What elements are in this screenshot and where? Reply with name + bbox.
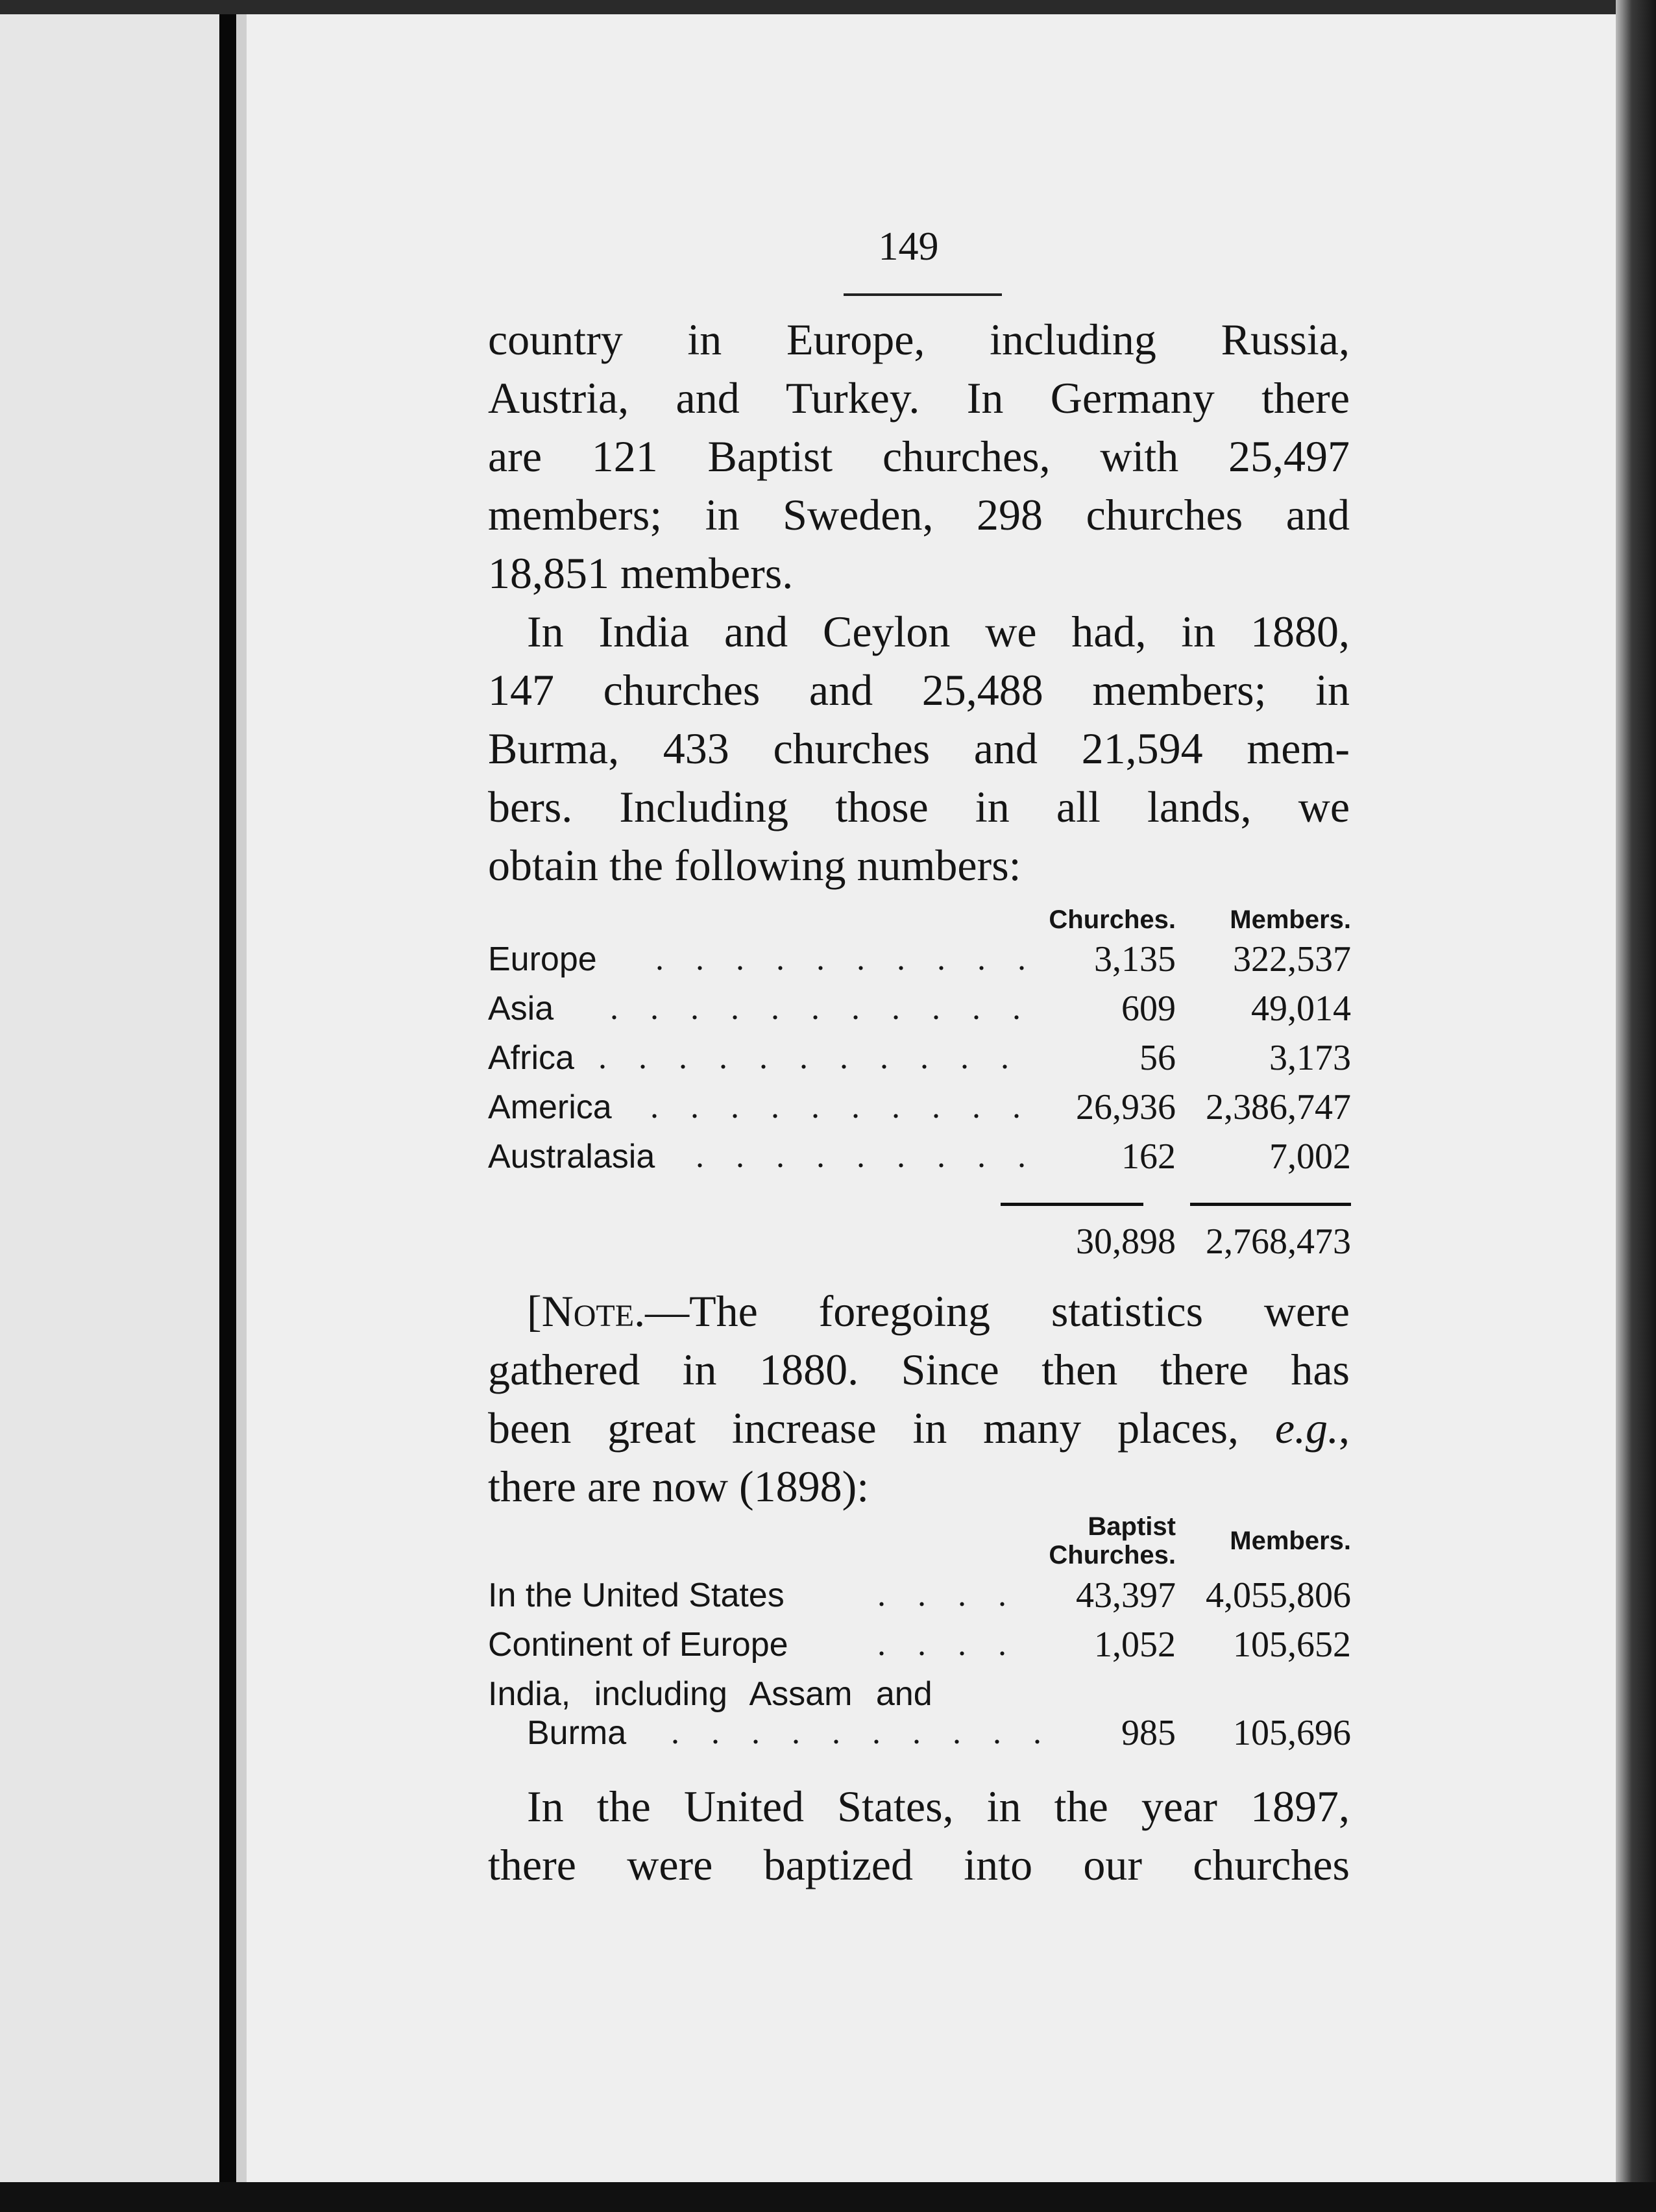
column-header-baptist: Baptist — [1088, 1512, 1176, 1541]
note-label: Note. — [541, 1286, 646, 1336]
text-line: 147 churches and 25,488 members; in — [488, 665, 1350, 715]
table-row — [488, 1033, 1351, 1083]
churches-value: 26,936 — [1076, 1087, 1176, 1127]
row-label: Africa — [488, 1039, 574, 1077]
leader-dots: . . . . . . . . . . — [655, 940, 1038, 977]
leader-dots: . . . . . . . . . . — [650, 1088, 1032, 1125]
note-text: been great increase in many places, — [488, 1403, 1239, 1453]
leader-dots: . . . . — [877, 1577, 1018, 1614]
members-value: 2,386,747 — [1206, 1087, 1351, 1127]
page-gutter — [236, 0, 247, 2212]
row-label: America — [488, 1088, 612, 1126]
paragraph-continuation — [488, 310, 1350, 602]
total-members: 2,768,473 — [1206, 1222, 1351, 1262]
members-value: 105,652 — [1233, 1625, 1351, 1665]
churches-value: 985 — [1121, 1713, 1176, 1753]
note-text: , — [1339, 1403, 1350, 1453]
table-row — [488, 935, 1351, 984]
row-label: Europe — [488, 940, 597, 978]
table-row — [488, 1620, 1351, 1669]
table-row — [488, 1083, 1351, 1132]
row-label: Burma — [527, 1714, 627, 1752]
text-line: there are now (1898): — [488, 1462, 870, 1511]
note-paragraph — [488, 1282, 1350, 1516]
text-line: In the United States, in the year 1897, — [527, 1782, 1350, 1831]
leader-dots: . . . . . . . . . — [696, 1138, 1038, 1175]
members-value: 3,173 — [1269, 1038, 1351, 1078]
members-value: 7,002 — [1269, 1137, 1351, 1177]
text-line — [488, 1399, 1350, 1457]
note-eg: e.g. — [1274, 1403, 1339, 1453]
members-value: 49,014 — [1251, 989, 1351, 1029]
header-rule — [844, 293, 1002, 296]
churches-value: 3,135 — [1094, 939, 1176, 979]
text-line: obtain the following numbers: — [488, 841, 1021, 890]
statistics-table-1898 — [488, 1512, 1351, 1772]
book-spine-shadow — [219, 0, 236, 2212]
text-line: members; in Sweden, 298 churches and — [488, 490, 1350, 539]
row-label: Australasia — [488, 1138, 655, 1175]
column-header-churches: Churches. — [1049, 1541, 1176, 1569]
table-row — [488, 984, 1351, 1033]
text-line: In India and Ceylon we had, in 1880, — [527, 607, 1350, 656]
row-label: Continent of Europe — [488, 1626, 788, 1664]
leader-dots: . . . . . . . . . . . — [610, 990, 1032, 1027]
table-row — [488, 1708, 1351, 1758]
churches-value: 609 — [1121, 989, 1176, 1029]
text-line: Austria, and Turkey. In Germany there — [488, 373, 1350, 423]
row-label: India, including Assam and — [488, 1675, 932, 1713]
page-right-edge — [1616, 0, 1656, 2212]
text-line: bers. Including those in all lands, we — [488, 782, 1350, 831]
churches-value: 162 — [1121, 1137, 1176, 1177]
paragraph-baptisms — [488, 1777, 1350, 1894]
note-text: —The foregoing statistics were — [645, 1286, 1350, 1336]
table-row — [488, 1571, 1351, 1620]
churches-value: 56 — [1139, 1038, 1176, 1078]
text-line: country in Europe, including Russia, — [488, 315, 1350, 364]
column-header-members: Members. — [1230, 905, 1351, 934]
text-line: gathered in 1880. Since then there has — [488, 1345, 1350, 1394]
column-header-churches: Churches. — [1049, 905, 1176, 934]
text-line: 18,851 members. — [488, 548, 794, 598]
total-rule-churches — [1001, 1203, 1143, 1206]
churches-value: 43,397 — [1076, 1575, 1176, 1616]
row-label: Asia — [488, 990, 554, 1027]
total-rule-members — [1190, 1203, 1351, 1206]
leader-dots: . . . . — [877, 1626, 1018, 1663]
members-value: 105,696 — [1233, 1713, 1351, 1753]
row-label: In the United States — [488, 1577, 785, 1614]
text-line — [488, 1282, 1350, 1340]
scan-top-border — [0, 0, 1656, 14]
scan-bottom-border — [0, 2182, 1656, 2212]
text-line: there were baptized into our churches — [488, 1840, 1350, 1889]
total-churches: 30,898 — [1076, 1222, 1176, 1262]
page-number: 149 — [878, 225, 939, 269]
leader-dots: . . . . . . . . . . — [671, 1714, 1053, 1751]
paragraph-india — [488, 602, 1350, 894]
text-line: are 121 Baptist churches, with 25,497 — [488, 432, 1350, 481]
note-bracket: [ — [527, 1286, 542, 1336]
text-line: Burma, 433 churches and 21,594 mem- — [488, 724, 1350, 773]
table-total-row — [488, 1217, 1351, 1266]
churches-value: 1,052 — [1094, 1625, 1176, 1665]
members-value: 322,537 — [1233, 939, 1351, 979]
statistics-table-1880 — [488, 905, 1351, 1275]
members-value: 4,055,806 — [1206, 1575, 1351, 1616]
table-row — [488, 1132, 1351, 1181]
leader-dots: . . . . . . . . . . . — [598, 1039, 1021, 1076]
facing-page-edge — [0, 0, 221, 2212]
column-header-members: Members. — [1230, 1527, 1351, 1555]
